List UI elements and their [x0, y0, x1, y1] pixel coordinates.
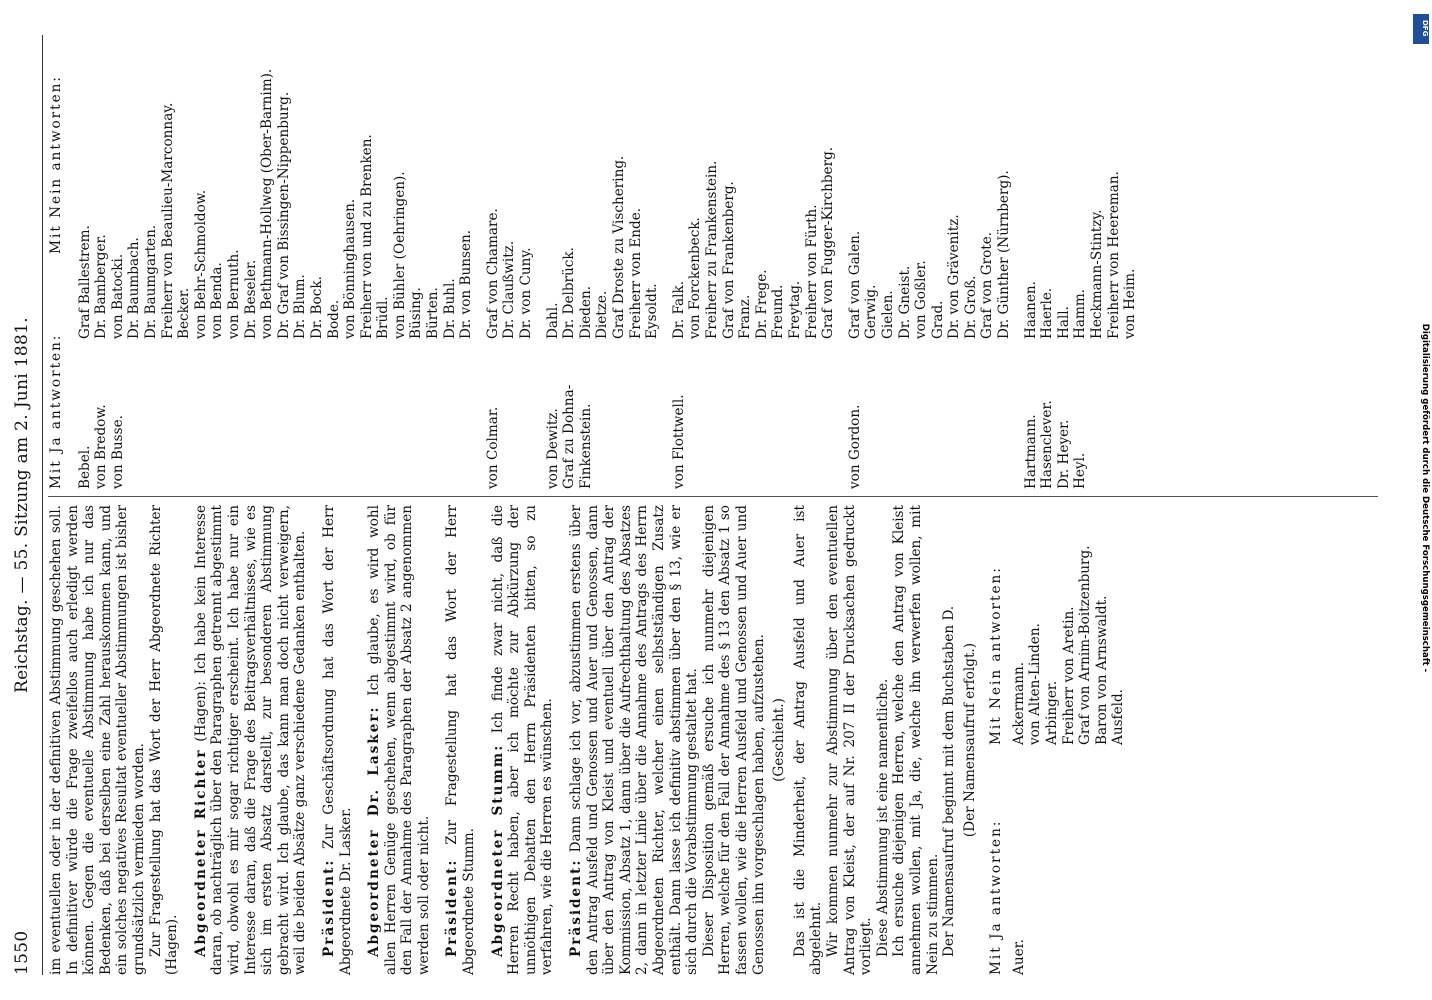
name-entry: Dr. Claußwitz. — [501, 240, 518, 339]
name-entry: Dr. von Cuny. — [518, 247, 535, 339]
page-number: 1550 — [12, 930, 32, 975]
page-title: Reichstag. — 55. Sitzung am 2. Juni 1881. — [12, 317, 32, 693]
ja-list — [77, 339, 475, 489]
rotated-page — [8, 35, 1380, 975]
name-entry: Dietze. — [594, 290, 611, 339]
column-divider — [48, 496, 1378, 497]
speaker: Abgeordneter Stumm: — [489, 743, 506, 957]
name-entry: von Bernuth. — [225, 249, 242, 339]
name-entry: Graf von Frankenberg. — [720, 181, 737, 339]
name-entry: Arbinger. — [1044, 680, 1061, 745]
name-entry: Dr. Bamberger. — [93, 234, 110, 339]
nein-list — [485, 35, 535, 339]
name-entry: von Benda. — [209, 262, 226, 339]
name-entry: Graf Droste zu Vischering. — [611, 155, 627, 339]
paragraph: Präsident: Zur Geschäftsordnung hat das Wort der Herr Abgeordnete Dr. Lasker. — [320, 505, 354, 975]
name-entry: Bebel. — [76, 445, 93, 489]
name-entry: Becker. — [176, 287, 193, 339]
dfg-logo: DFG — [1413, 14, 1429, 44]
left-column — [48, 505, 1127, 975]
paragraph: Präsident: Zur Fragestellung hat das Wort der Herr Abgeordnete Stumm. — [444, 505, 478, 975]
name-entry: von Dewitz. — [544, 408, 561, 489]
name-entry: Graf Ballestrem. — [76, 225, 93, 339]
paragraph: Abgeordneter Richter (Hagen): Ich habe kein Interesse daran, ob nachträglich über den Paragraphen getrennt abgestimmt wird, obwohl es mir sogar richtiger erscheint. Ich habe nur ein Interesse daran, daß die Frage des Beitragsverhältnisses, wie es sich im ersten Absatz darstellt, zur besonderen Abstimmung gebracht wird. Ich glaube, das kann man doch nicht verweigern, weil die beiden Absätze ganz verschiedene Gedanken enthalten. — [192, 505, 309, 975]
right-column — [48, 35, 1139, 489]
ja-list — [485, 339, 535, 489]
speaker: Präsident: — [320, 858, 337, 957]
name-entry: von Bühler (Oehringen). — [391, 171, 408, 339]
name-entry: Bode. — [325, 299, 342, 339]
nein-list — [847, 35, 1013, 339]
name-entry: Hall. — [1055, 306, 1072, 339]
paragraph: Wir kommen nunmehr zur Abstimmung über den eventuellen Antrag von Kleist, der auf Nr. 207 II der Drucksachen gedruckt vorliegt. — [824, 505, 875, 975]
paragraph: Diese Abstimmung ist eine namentliche. — [874, 678, 891, 957]
paragraph: Das ist die Minderheit, der Antrag Ausfeld und Auer ist abgelehnt. — [791, 505, 825, 975]
name-entry: Ausfeld. — [1110, 689, 1127, 745]
name-entry: von Flottwell. — [670, 394, 687, 489]
name-entry: Freund. — [770, 284, 787, 339]
name-entry: Dr. von Grävenitz. — [946, 214, 963, 339]
name-entry: von Bredow. — [93, 404, 110, 489]
name-entry: Dr. Bock. — [308, 276, 325, 339]
name-entry: Franz. — [737, 294, 754, 339]
name-entry: von Forckenbeck. — [687, 217, 704, 339]
name-entry: Dieden. — [577, 285, 594, 339]
name-entry: Dr. Graf von Bissingen-Nippenburg. — [275, 91, 292, 339]
name-entry: von Goßler. — [913, 260, 930, 339]
vote-header — [48, 35, 67, 489]
nein-label: Mit Nein antworten: — [48, 75, 64, 254]
name-entry: von Bönninghausen. — [342, 198, 359, 339]
name-entry: Dr. Frege. — [753, 269, 770, 339]
name-entry: Dr. Groß. — [962, 275, 979, 339]
name-entry: Freiherr von und zu Brenken. — [358, 134, 375, 339]
name-entry: Haerle. — [1039, 287, 1056, 339]
name-entry: Graf von Chamare. — [484, 208, 501, 339]
name-entry: Heckmann-Stintzy. — [1089, 209, 1106, 339]
name-entry: Dr. von Bunsen. — [458, 229, 475, 339]
name-entry: von Batocki. — [109, 253, 126, 339]
vote-block — [485, 35, 535, 489]
name-entry: Graf von Grote. — [979, 231, 996, 339]
name-entry: Freytag. — [786, 280, 803, 339]
speaker: Abgeordneter Richter — [192, 748, 209, 957]
name-entry: Baron von Arnswaldt. — [1093, 595, 1110, 745]
ja-label: Mit Ja antworten: — [988, 819, 1005, 975]
name-entry: von Gordon. — [846, 404, 863, 489]
name-entry: Graf von Galen. — [846, 230, 863, 339]
ja-list — [1011, 745, 1127, 975]
name-entry: Eysoldt. — [644, 283, 661, 339]
paragraph: Ich ersuche diejenigen Herren, welche den Antrag von Kleist annehmen wollen, mit Ja, die, welche ihn verwerfen wollen, mit Nein zu stimmen. — [891, 505, 941, 975]
speaker: Präsident: — [444, 858, 461, 957]
name-entry: Graf von Arnim-Boitzenburg. — [1077, 545, 1094, 745]
name-entry: Dr. Delbrück. — [561, 247, 578, 339]
paragraph: Der Namensaufruf beginnt mit dem Buchstaben D. — [941, 605, 958, 957]
nein-label: Mit Nein antworten: — [988, 566, 1005, 745]
header-rule — [42, 35, 43, 975]
nein-list — [671, 35, 837, 339]
stage-direction: (Der Namensaufruf erfolgt.) — [961, 642, 978, 838]
vote-block — [847, 35, 1013, 489]
vote-block — [1011, 505, 1127, 975]
name-entry: Freiherr zu Frankenstein. — [703, 160, 720, 339]
name-entry: Dr. Günther (Nürnberg). — [996, 170, 1013, 339]
name-entry: von Bethmann-Hollweg (Ober-Barnim). — [259, 68, 276, 339]
nein-list — [77, 35, 475, 339]
vote-block — [671, 35, 837, 489]
name-entry: Heyl. — [1072, 452, 1089, 489]
name-entry: Büsing. — [408, 287, 425, 339]
ja-list — [1023, 339, 1139, 489]
paragraph: Dieser Disposition gemäß ersuche ich nunmehr diejenigen Herren, welche für den Fall der Annahme des § 13 den Absatz 1 so fassen wollen, wie die Herren Ausfeld und Genossen und Auer und Genossen ihn vorgeschlagen haben, aufzustehen. — [700, 505, 767, 975]
nein-list — [1023, 35, 1139, 339]
name-entry: Dr. Baumgarten. — [142, 224, 159, 339]
vote-header — [988, 505, 1005, 975]
name-entry: Brüdl. — [375, 296, 392, 339]
name-entry: Freiherr von Ende. — [627, 207, 644, 339]
name-entry: Auer. — [1010, 939, 1027, 975]
name-entry: Dr. Falk. — [670, 280, 687, 339]
name-entry: Bürten. — [425, 287, 442, 339]
name-entry: Freiherr von Fürth. — [803, 204, 820, 339]
vote-block — [77, 35, 475, 489]
name-entry: Hasenclever. — [1039, 400, 1056, 489]
digitization-credit — [1412, 10, 1430, 990]
name-entry: von Heim. — [1122, 268, 1139, 339]
name-entry: Gielen. — [879, 290, 896, 339]
credit-text: Digitalisierung gefördert durch die Deutsche Forschungsgemeinschaft - — [1420, 323, 1430, 673]
name-entry: Dr. Blum. — [292, 274, 309, 339]
name-entry: von Busse. — [109, 414, 126, 489]
speaker: Abgeordneter Dr. Lasker: — [366, 705, 383, 957]
paragraph: Abgeordneter Stumm: Ich finde zwar nicht, daß die Herren Recht haben, aber ich möchte zur Abkürzung der unnöthigen Debatten den Herrn Präsidenten bitten, so zu verfahren, wie die Herren es wünschen. — [489, 505, 556, 975]
name-entry: Dr. Heyer. — [1055, 419, 1072, 489]
name-entry: Dr. Gneist. — [896, 265, 913, 339]
name-entry: Haanen. — [1022, 281, 1039, 339]
name-entry: Hartmann. — [1022, 414, 1039, 489]
paragraph: Abgeordneter Dr. Lasker: Ich glaube, es wird wohl allen Herren Genüge geschehen, wenn abgestimmt wird, ob für den Fall der Annahme des Paragraphen der Absatz 2 angenommen werden soll oder nicht. — [366, 505, 432, 975]
nein-list — [1011, 505, 1127, 745]
name-entry: von Alten-Linden. — [1027, 623, 1044, 745]
paragraph: im eventuellen oder in der definitiven Abstimmung geschehen soll. In definitiver würde die Frage zweifellos auch erledigt werden können. Gegen die eventuelle Abstimmung habe ich nur das Bedenken, daß bei derselben eine Zahl herauskommen kann, und ein solches negatives Resultat eventueller Abstimmungen ist bisher grundsätzlich vermieden worden. — [48, 505, 147, 975]
name-entry: Graf von Fugger-Kirchberg. — [820, 146, 837, 339]
vote-blocks — [77, 35, 1139, 489]
name-entry: von Behr-Schmoldow. — [192, 189, 209, 339]
ja-list — [545, 339, 661, 489]
vote-block — [1023, 35, 1139, 489]
ja-label: Mit Ja antworten: — [48, 333, 64, 489]
stage-direction: (Geschieht.) — [771, 698, 788, 782]
speaker: Präsident: — [568, 858, 585, 957]
nein-list — [545, 35, 661, 339]
name-entry: Dahl. — [544, 302, 561, 339]
ja-list — [671, 339, 837, 489]
page-header — [8, 35, 42, 975]
name-entry: Freiherr von Aretin. — [1060, 606, 1077, 745]
ja-list — [847, 339, 1013, 489]
name-entry: Ackermann. — [1010, 661, 1027, 745]
name-entry: Graf zu Dohna-Finkenstein. — [561, 384, 594, 489]
name-entry: Dr. Beseler. — [242, 259, 259, 339]
paragraph: Präsident: Dann schlage ich vor, abzustimmen erstens über den Antrag Ausfeld und Genossen und Auer und Genossen, dann über den Antrag von Kleist und eventuell über den Antrag der Kommission, Absatz 1, dann über die Aufrechthaltung des Absatzes 2, dann in letzter Linie über die Annahme des Antrags des Herrn Abgeordneten Richter, welcher einen selbstständigen Zusatz enthält. Dann lasse ich definitiv abstimmen über den § 13, wie er sich durch die Vorabstimmung gestaltet hat. — [568, 505, 701, 975]
name-entry: Dr. Buhl. — [441, 278, 458, 339]
name-entry: Hamm. — [1072, 288, 1089, 339]
name-entry: Grad. — [929, 300, 946, 339]
paragraph: Zur Fragestellung hat das Wort der Herr Abgeordnete Richter (Hagen). — [147, 505, 181, 975]
vote-block — [545, 35, 661, 489]
name-entry: Freiherr von Beaulieu-Marconnay. — [159, 102, 176, 339]
name-entry: Freiherr von Heereman. — [1105, 171, 1122, 339]
name-entry: Dr. Baumbach. — [126, 237, 143, 339]
name-entry: von Colmar. — [484, 406, 501, 489]
name-entry: Gerwig. — [863, 284, 880, 339]
